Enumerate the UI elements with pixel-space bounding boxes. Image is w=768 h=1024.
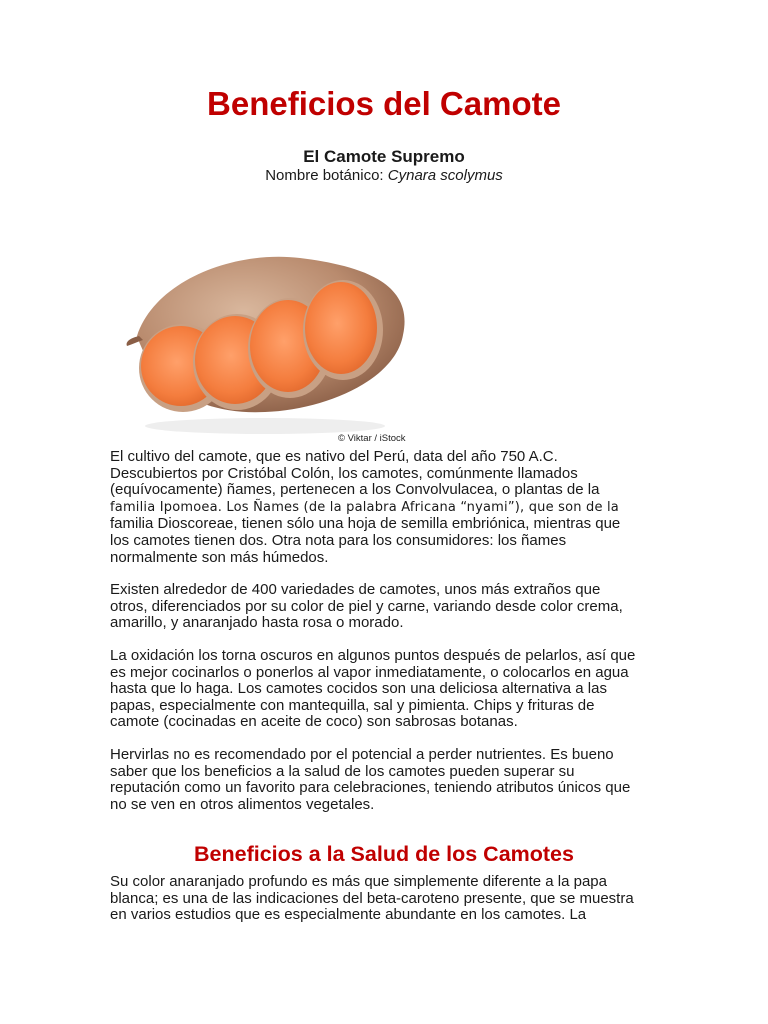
text-line: hasta que lo haga. Los camotes cocidos son una deliciosa alternativa a las: [110, 680, 607, 698]
text-line: papas, especialmente con mantequilla, sal y pimienta. Chips y frituras de: [110, 696, 595, 714]
text-line: Existen alrededor de 400 variedades de camotes, unos más extraños que: [110, 581, 601, 599]
text-line: El cultivo del camote, que es nativo del Perú, data del año 750 A.C.: [110, 448, 558, 465]
text-line: Descubiertos por Cristóbal Colón, los camotes, comúnmente llamados: [110, 464, 578, 482]
text-line: Su color anaranjado profundo es más que simplemente diferente a la papa: [110, 873, 607, 890]
paragraph-1: [110, 449, 670, 566]
article-body: [110, 449, 670, 829]
text-line: (equívocamente) ñames, pertenecen a los Convolvulacea, o plantas de la: [110, 481, 600, 499]
text-line: saber que los beneficios a la salud de los camotes pueden superar su: [110, 762, 575, 780]
text-line: reputación como un favorito para celebraciones, teniendo atributos únicos que: [110, 779, 631, 797]
paragraph-3: [110, 648, 670, 731]
sweet-potato-image: [125, 240, 425, 440]
text-line: camote (cocinadas en aceite de coco) son sabrosas botanas.: [110, 713, 518, 731]
section-heading: Beneficios a la Salud de los Camotes: [194, 842, 574, 866]
text-line: normalmente son más húmedos.: [110, 548, 329, 566]
text-line: otros, diferenciados por su color de piel y carne, variando desde color crema,: [110, 597, 623, 615]
text-line: La oxidación los torna oscuros en algunos puntos después de pelarlos, así que: [110, 646, 636, 664]
text-line: Hervirlas no es recomendado por el potencial a perder nutrientes. Es bueno: [110, 745, 614, 763]
botanical-label: Nombre botánico:: [265, 167, 384, 184]
image-credit: © Viktar / iStock: [338, 433, 406, 444]
page-title: Beneficios del Camote: [207, 85, 561, 122]
text-line: es mejor cocinarlos o ponerlos al vapor inmediatamente, o colocarlos en agua: [110, 663, 629, 681]
text-line: no se ven en otros alimentos vegetales.: [110, 795, 375, 813]
text-line: familia Dioscoreae, tienen sólo una hoja de semilla embriónica, mientras que: [110, 515, 621, 533]
paragraph-4: [110, 747, 670, 813]
botanical-name: Cynara scolymus: [387, 167, 503, 184]
paragraph-2: [110, 582, 670, 632]
text-line: blanca; es una de las indicaciones del beta-caroteno presente, que se muestra: [110, 889, 634, 907]
botanical-name-line: [0, 167, 768, 185]
paragraph-5: [110, 874, 670, 924]
text-line: en varios estudios que es especialmente abundante en los camotes. La: [110, 906, 587, 924]
section-body: [110, 874, 670, 924]
text-line: amarillo, y anaranjado hasta rosa o morado.: [110, 614, 404, 632]
text-line: los camotes tienen dos. Otra nota para los consumidores: los ñames: [110, 531, 567, 549]
page-subtitle: El Camote Supremo: [303, 147, 465, 166]
text-line: familia Ipomoea. Los Ñames (de la palabra Africana “nyami”), que son de la: [110, 499, 619, 515]
